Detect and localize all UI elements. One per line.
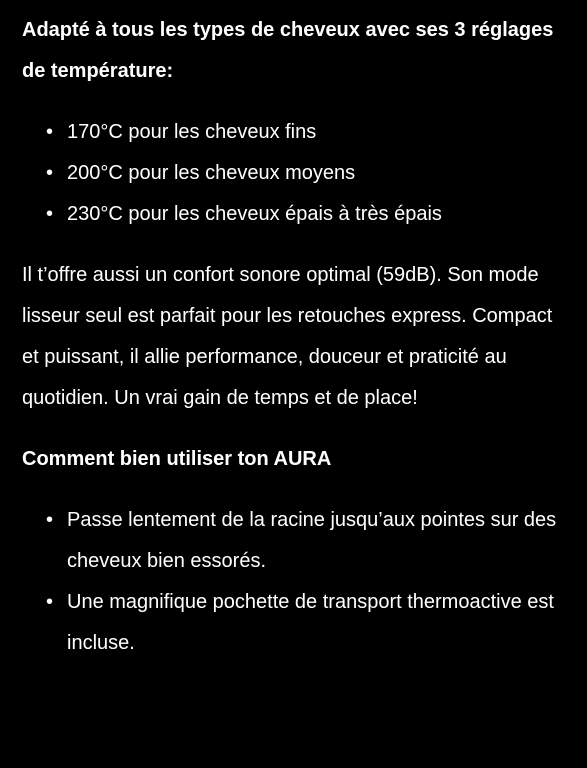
usage-list	[22, 500, 565, 664]
list-item	[46, 153, 565, 194]
list-item	[46, 582, 565, 664]
bullet-icon: •	[46, 121, 54, 143]
list-item	[46, 112, 565, 153]
list-item	[46, 194, 565, 235]
list-item-text: Une magnifique pochette de transport thermoactive est incluse.	[67, 591, 554, 654]
list-item	[46, 500, 565, 582]
bullet-icon: •	[46, 203, 54, 225]
list-item-text: 230°C pour les cheveux épais à très épais	[67, 203, 442, 225]
list-item-text: 200°C pour les cheveux moyens	[67, 162, 356, 184]
temperature-settings-heading: Adapté à tous les types de cheveux avec ses 3 réglages de température:	[22, 19, 554, 82]
temperature-list	[22, 112, 565, 235]
description-paragraph: Il t’offre aussi un confort sonore optimal (59dB). Son mode lisseur seul est parfait pour les retouches express. Compact et puissant, il allie performance, douceur et praticité au quotidien. Un vrai gain de temps et de place!	[22, 264, 553, 409]
list-item-text: 170°C pour les cheveux fins	[67, 121, 317, 143]
bullet-icon: •	[46, 509, 54, 531]
usage-heading: Comment bien utiliser ton AURA	[22, 448, 332, 470]
bullet-icon: •	[46, 591, 54, 613]
bullet-icon: •	[46, 162, 54, 184]
list-item-text: Passe lentement de la racine jusqu’aux pointes sur des cheveux bien essorés.	[67, 509, 557, 572]
